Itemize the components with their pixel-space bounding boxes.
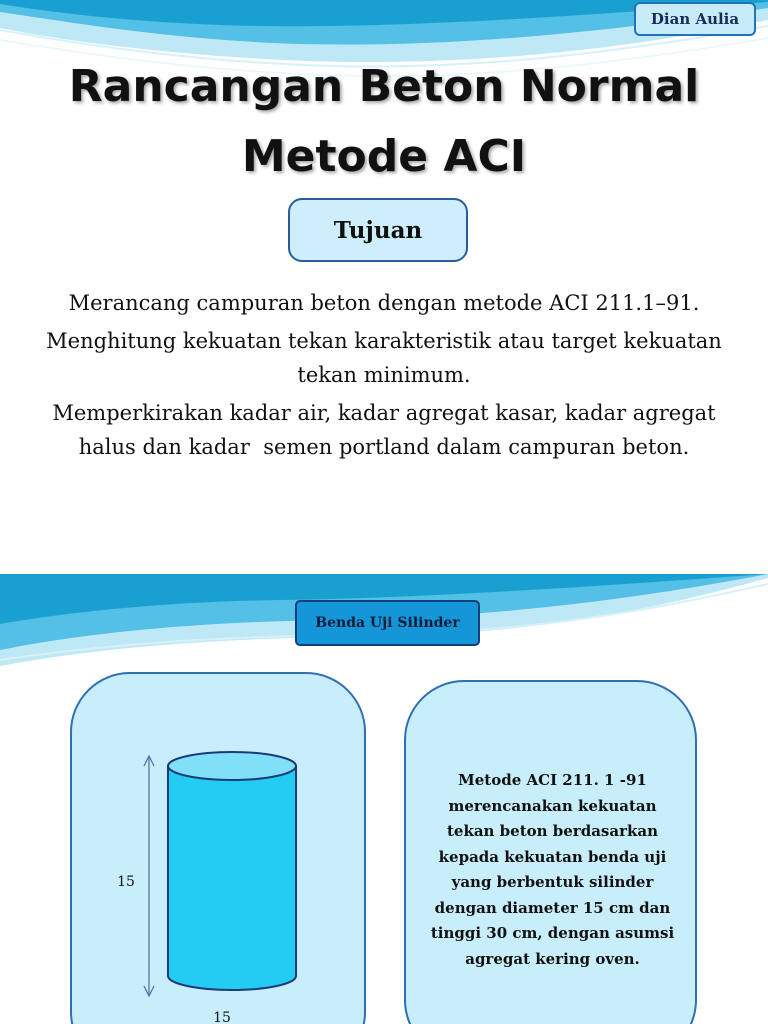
title-line-2: Metode ACI bbox=[241, 131, 527, 183]
benda-uji-label: Benda Uji Silinder bbox=[295, 600, 480, 646]
method-description: Metode ACI 211. 1 -91 merencanakan kekuatan tekan beton berdasarkan kepada kekuatan benda uji yang berbentuk silinder dengan diameter 15 cm dan tinggi 30 cm, dengan asumsi agregat kering oven. bbox=[430, 771, 675, 968]
goal-item: Memperkirakan kadar air, kadar agregat kasar, kadar agregat halus dan kadar semen portland dalam campuran beton. bbox=[52, 401, 723, 459]
cylinder-panel bbox=[70, 672, 366, 1024]
author-label: Dian Aulia bbox=[634, 2, 756, 36]
goal-item: Merancang campuran beton dengan metode ACI 211.1–91. bbox=[68, 291, 700, 315]
slide-2 bbox=[0, 574, 768, 1024]
width-label: 15 bbox=[213, 1010, 231, 1024]
goal-item: Menghitung kekuatan tekan karakteristik atau target kekuatan tekan minimum. bbox=[46, 329, 742, 387]
cylinder-top bbox=[168, 752, 296, 780]
slide-title bbox=[0, 52, 768, 193]
goals-list bbox=[30, 286, 742, 468]
description-panel bbox=[404, 680, 697, 1024]
cylinder-diagram bbox=[72, 674, 368, 1024]
height-label: 15 bbox=[117, 874, 135, 890]
cylinder-body bbox=[168, 766, 296, 990]
title-line-1: Rancangan Beton Normal bbox=[68, 61, 700, 112]
tujuan-label: Tujuan bbox=[288, 198, 468, 262]
